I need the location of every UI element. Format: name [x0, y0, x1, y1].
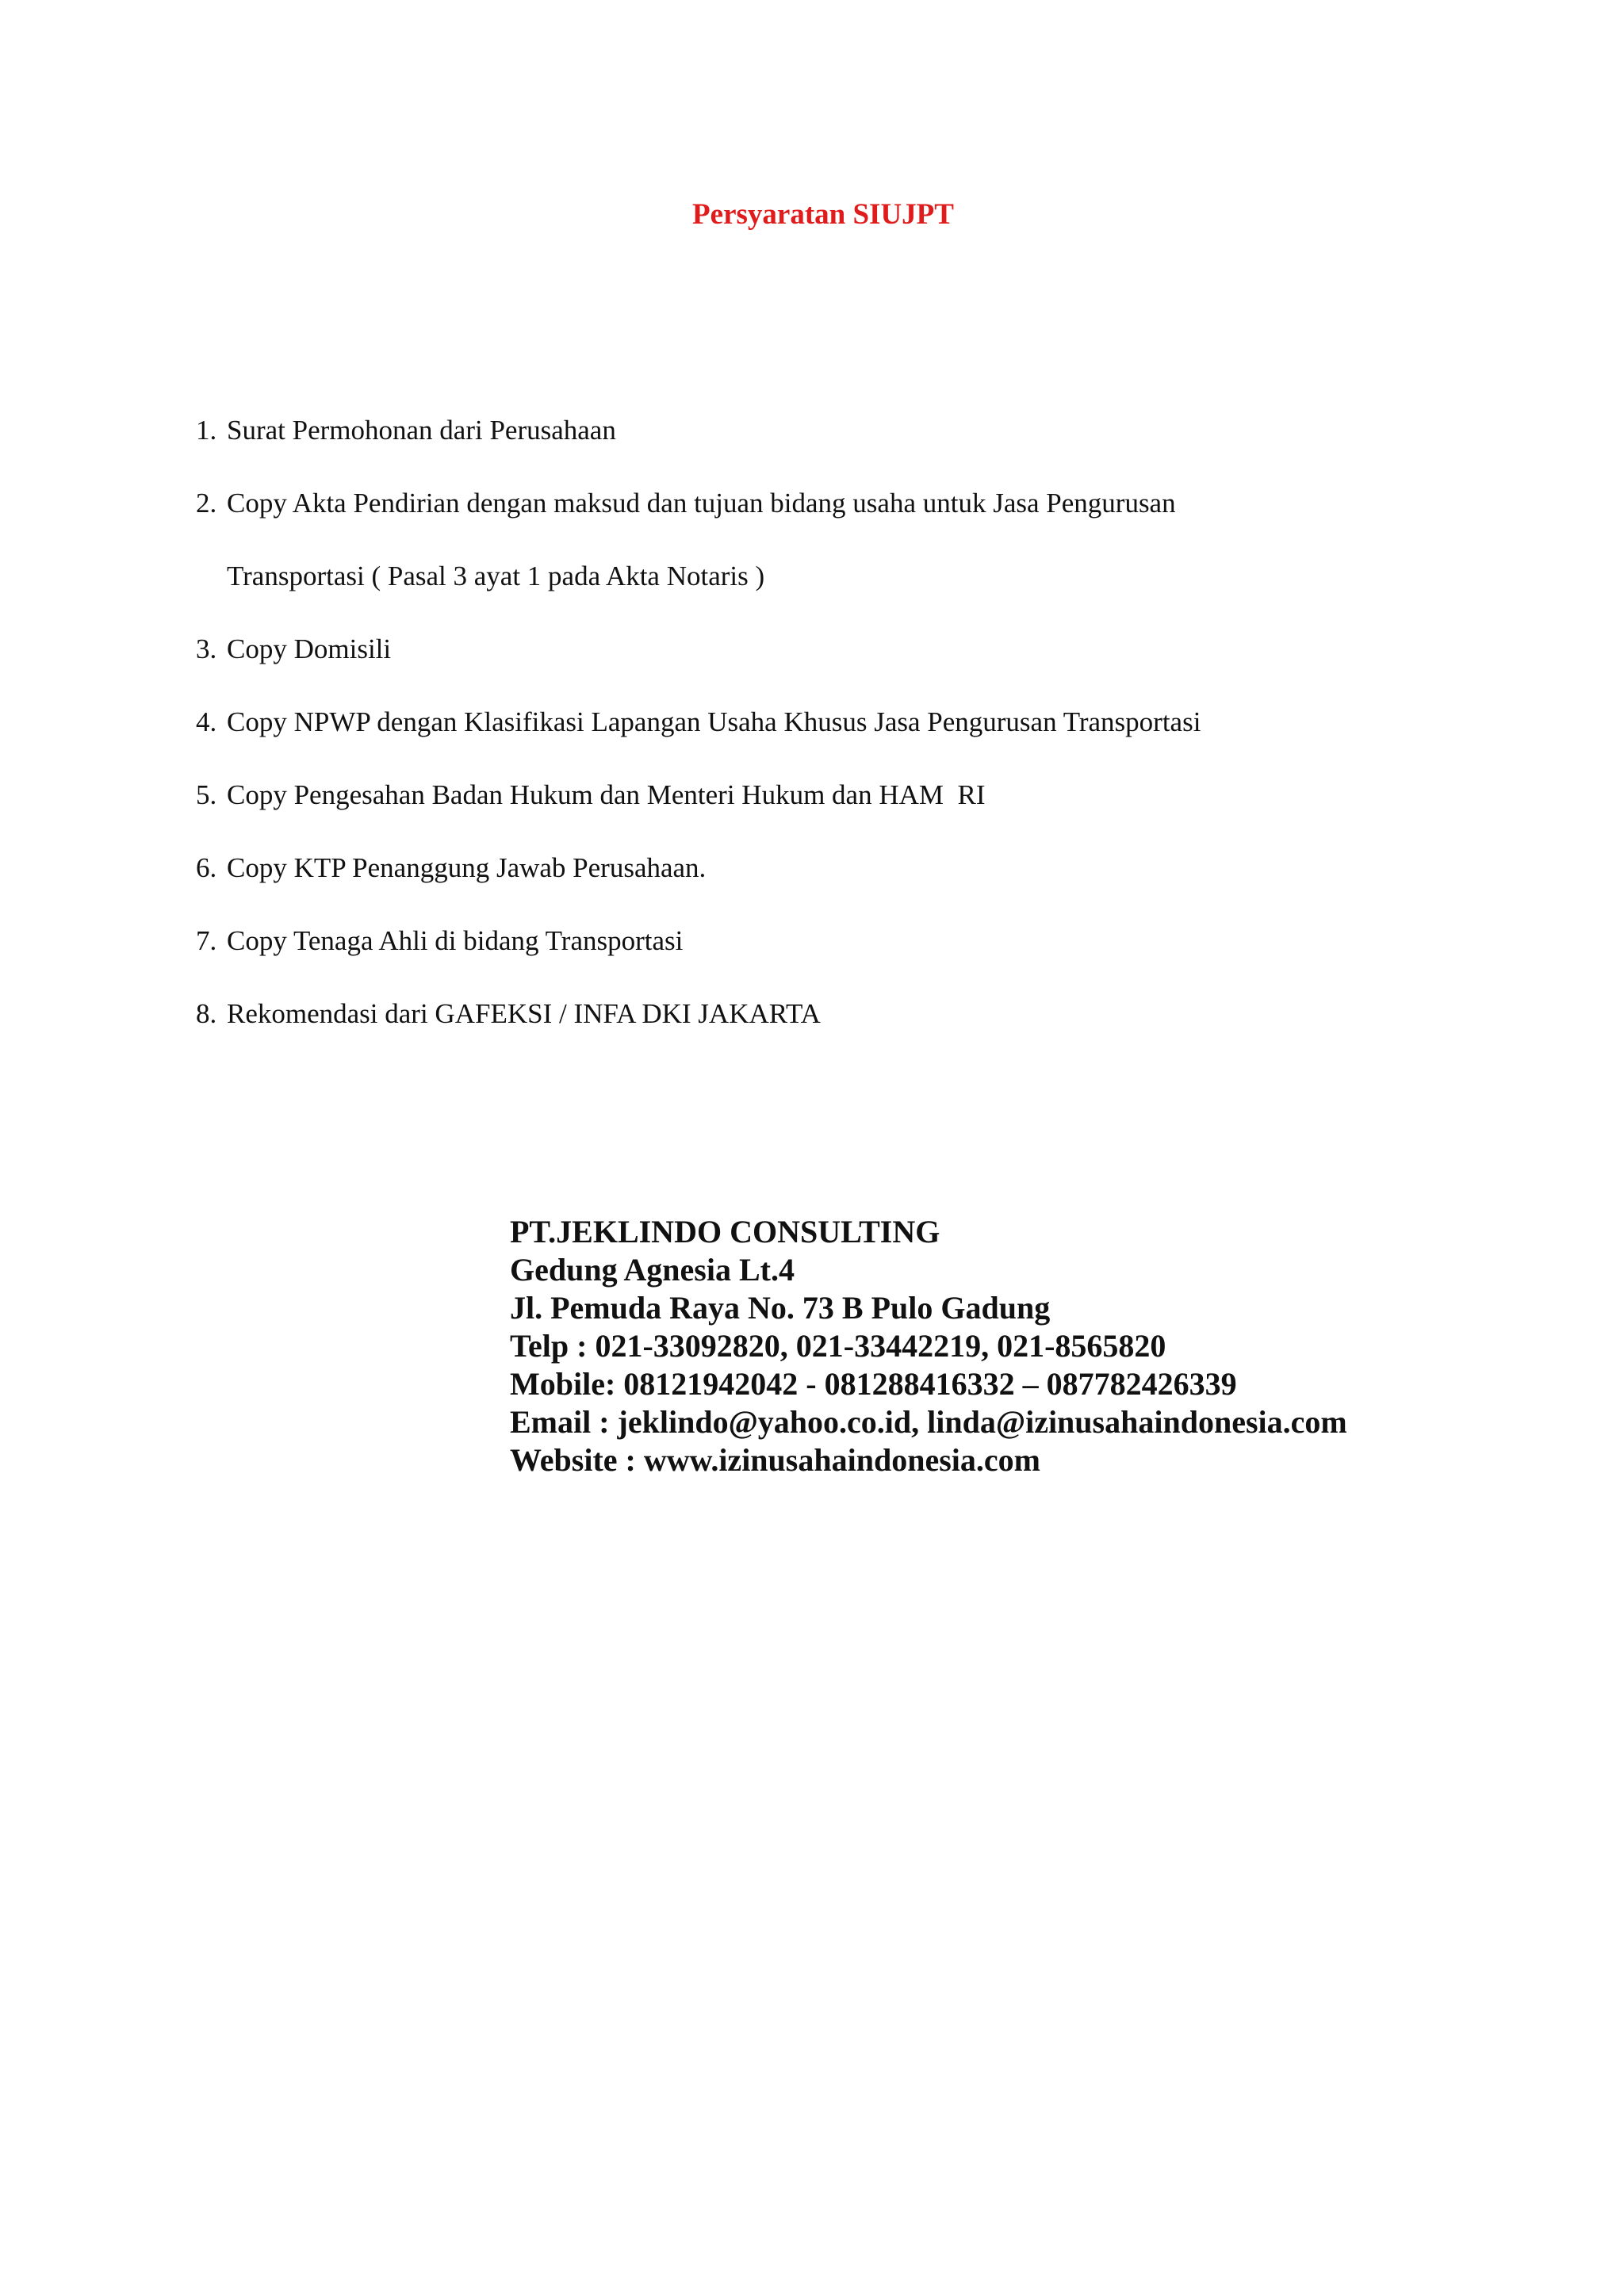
- page-title: Persyaratan SIUJPT: [692, 198, 954, 231]
- list-item-text: Rekomendasi dari GAFEKSI / INFA DKI JAKARTA: [227, 998, 821, 1029]
- list-item-text: Copy Akta Pendirian dengan maksud dan tujuan bidang usaha untuk Jasa Pengurusan: [227, 488, 1176, 519]
- list-item-text: Copy NPWP dengan Klasifikasi Lapangan Usaha Khusus Jasa Pengurusan Transportasi: [227, 706, 1201, 737]
- list-item: [196, 412, 1465, 449]
- list-item: [196, 485, 1465, 595]
- company-email: Email : jeklindo@yahoo.co.id, linda@izinusahaindonesia.com: [510, 1404, 1347, 1440]
- requirements-list: [196, 412, 1465, 1069]
- company-building: Gedung Agnesia Lt.4: [510, 1252, 795, 1288]
- list-item-text: Surat Permohonan dari Perusahaan: [227, 415, 616, 446]
- company-address: Jl. Pemuda Raya No. 73 B Pulo Gadung: [510, 1290, 1051, 1326]
- list-item-text: Copy Tenaga Ahli di bidang Transportasi: [227, 925, 684, 956]
- list-item-continuation: Transportasi ( Pasal 3 ayat 1 pada Akta Notaris ): [227, 561, 765, 591]
- company-contact-block: [510, 1213, 1347, 1479]
- company-phone: Telp : 021-33092820, 021-33442219, 021-8565820: [510, 1328, 1166, 1364]
- company-name: PT.JEKLINDO CONSULTING: [510, 1214, 940, 1249]
- list-item-number: 1.: [196, 415, 217, 446]
- list-item-text: Copy Pengesahan Badan Hukum dan Menteri Hukum dan HAM RI: [227, 779, 986, 810]
- list-item: [196, 996, 1465, 1032]
- list-item: [196, 704, 1465, 740]
- list-item-text: Copy Domisili: [227, 633, 392, 664]
- list-item-number: 6.: [196, 852, 217, 883]
- list-item-number: 4.: [196, 706, 217, 737]
- list-item-text-wrapper: [227, 485, 1465, 595]
- list-item-number: 8.: [196, 998, 217, 1029]
- list-item: [196, 631, 1465, 668]
- list-item-text: Copy KTP Penanggung Jawab Perusahaan.: [227, 852, 707, 883]
- company-website: Website : www.izinusahaindonesia.com: [510, 1442, 1040, 1478]
- list-item-number: 2.: [196, 488, 217, 519]
- company-mobile: Mobile: 08121942042 - 081288416332 – 087782426339: [510, 1366, 1237, 1402]
- list-item: [196, 777, 1465, 813]
- list-item-number: 7.: [196, 925, 217, 956]
- list-item: [196, 850, 1465, 886]
- list-item: [196, 923, 1465, 959]
- list-item-number: 5.: [196, 779, 217, 810]
- list-item-number: 3.: [196, 633, 217, 664]
